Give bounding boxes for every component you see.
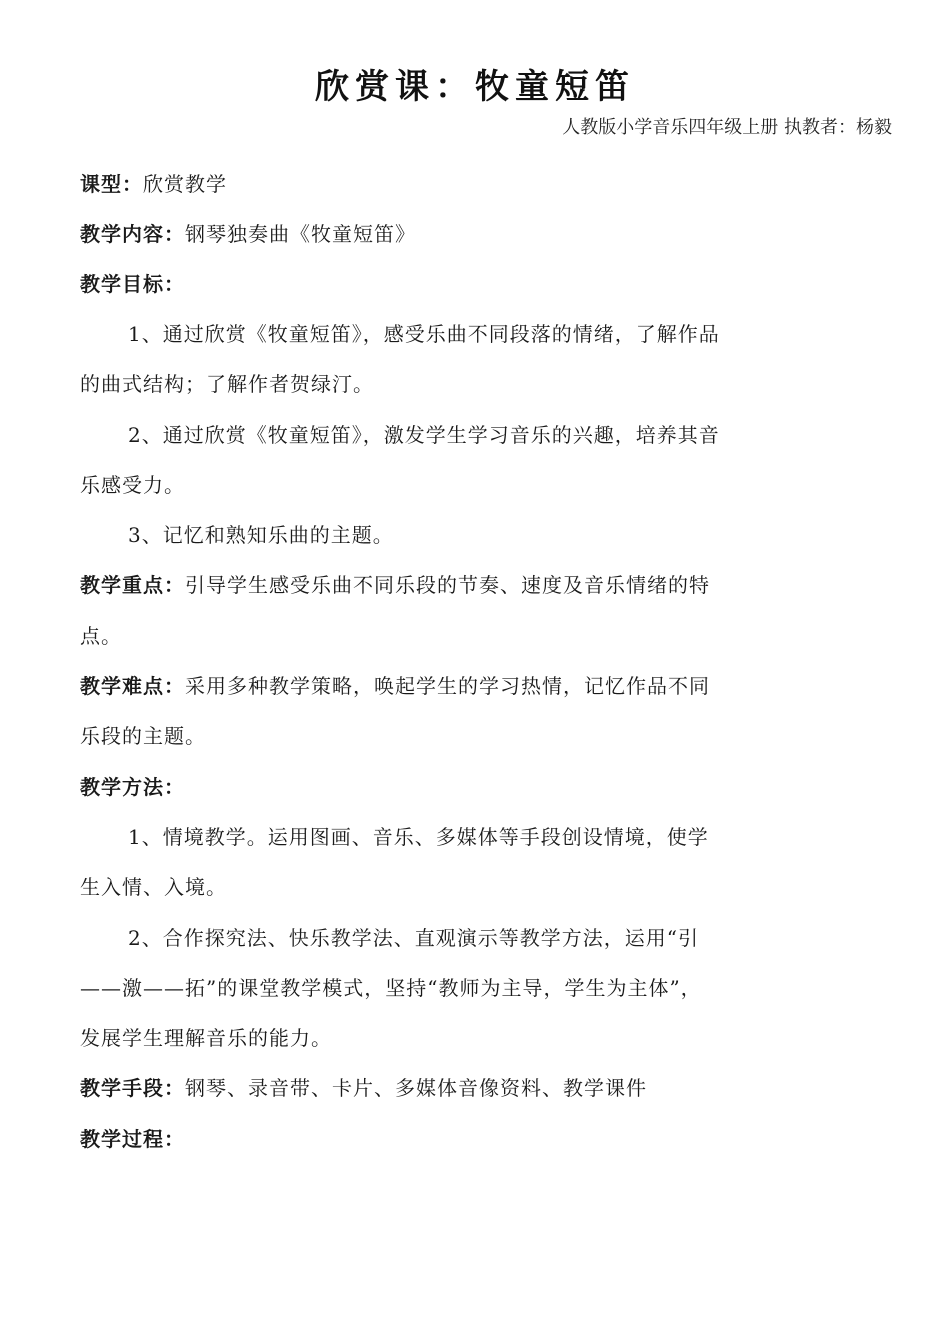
key-points-line (80, 571, 870, 599)
methods-label: 教学方法： (80, 775, 185, 799)
course-type-text: 欣赏教学 (143, 172, 227, 196)
methods-heading (80, 773, 870, 801)
objective-line: 的曲式结构；了解作者贺绿汀。 (80, 372, 374, 396)
difficulties-label: 教学难点： (80, 674, 185, 698)
objectives-label: 教学目标： (80, 272, 185, 296)
page-subtitle: 人教版小学音乐四年级上册 执教者：杨毅 (562, 117, 892, 138)
content-line (80, 220, 870, 248)
objective-line: 乐感受力。 (80, 473, 185, 497)
course-type-label: 课型： (80, 172, 143, 196)
objectives-heading (80, 270, 870, 298)
means-text: 钢琴、录音带、卡片、多媒体音像资料、教学课件 (185, 1076, 647, 1100)
objective-line: 3、记忆和熟知乐曲的主题。 (128, 523, 394, 547)
difficulties-cont: 乐段的主题。 (80, 724, 206, 748)
content-label: 教学内容： (80, 222, 185, 246)
key-points-cont: 点。 (80, 624, 122, 648)
page-title: 欣赏课：牧童短笛 (315, 67, 635, 107)
means-line (80, 1074, 870, 1102)
process-label: 教学过程： (80, 1127, 185, 1151)
key-points-text: 引导学生感受乐曲不同乐段的节奏、速度及音乐情绪的特 (185, 573, 710, 597)
objective-line: 1、通过欣赏《牧童短笛》，感受乐曲不同段落的情绪，了解作品 (128, 322, 720, 346)
process-heading (80, 1125, 870, 1153)
method-line: ——激——拓”的课堂教学模式，坚持“教师为主导，学生为主体”， (80, 976, 702, 1000)
method-line: 1、情境教学。运用图画、音乐、多媒体等手段创设情境，使学 (128, 825, 709, 849)
content-text: 钢琴独奏曲《牧童短笛》 (185, 222, 416, 246)
course-type-line (80, 170, 870, 198)
means-label: 教学手段： (80, 1076, 185, 1100)
method-line: 生入情、入境。 (80, 875, 227, 899)
method-line: 发展学生理解音乐的能力。 (80, 1026, 332, 1050)
difficulties-text: 采用多种教学策略，唤起学生的学习热情，记忆作品不同 (185, 674, 710, 698)
difficulties-line (80, 672, 870, 700)
method-line: 2、合作探究法、快乐教学法、直观演示等教学方法，运用“引 (128, 926, 699, 950)
key-points-label: 教学重点： (80, 573, 185, 597)
objective-line: 2、通过欣赏《牧童短笛》，激发学生学习音乐的兴趣，培养其音 (128, 423, 720, 447)
